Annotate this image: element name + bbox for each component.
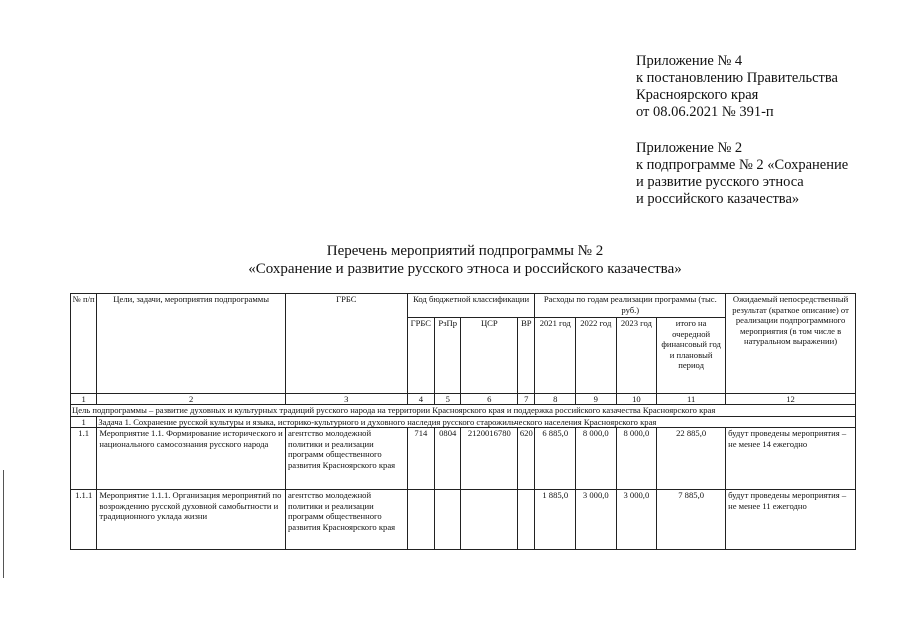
row-num: 1.1.1 [71, 490, 97, 550]
row-grbs-code: 714 [407, 428, 434, 490]
column-number-row [71, 394, 856, 405]
appendix-sub-line2: к подпрограмме № 2 «Сохранение [636, 157, 849, 173]
column-number: 2 [97, 394, 286, 405]
task-num: 1 [71, 416, 97, 428]
goal-row [71, 405, 856, 417]
appendix-main-block [636, 53, 838, 121]
column-number: 7 [518, 394, 535, 405]
header-total: итого на очередной финансовый год и плановый период [657, 318, 726, 394]
goal-text: Цель подпрограммы – развитие духовных и культурных традиций русского народа на территории Красноярского края и поддержка российского казачества Красноярского края [71, 405, 856, 417]
header-goals: Цели, задачи, мероприятия подпрограммы [97, 294, 286, 394]
appendix-main-line2: к постановлению Правительства [636, 70, 838, 86]
task-row [71, 416, 856, 428]
header-2021: 2021 год [535, 318, 576, 394]
row-grbs-name: агентство молодежной политики и реализации программ общественного развития Красноярского края [285, 428, 407, 490]
header-budget-code: Код бюджетной классификации [407, 294, 535, 318]
row-vr: 620 [518, 428, 535, 490]
appendix-sub-line1: Приложение № 2 [636, 140, 743, 156]
row-rzpr [435, 490, 461, 550]
row-result: будут проведены мероприятия – не менее 11 ежегодно [726, 490, 856, 550]
task-text: Задача 1. Сохранение русской культуры и языка, историко-культурного и духовного наследия русского старожильческого населения Красноярского края [97, 416, 856, 428]
header-rzpr: РзПр [435, 318, 461, 394]
row-csr: 2120016780 [461, 428, 518, 490]
appendix-sub-line4: и российского казачества» [636, 191, 800, 207]
row-grbs-name: агентство молодежной политики и реализации программ общественного развития Красноярского края [285, 490, 407, 550]
scan-artifact-line [3, 470, 4, 578]
row-measure-name: Мероприятие 1.1. Формирование исторического и национального самосознания русского народа [97, 428, 286, 490]
table-row [71, 490, 856, 550]
header-grbs-code: ГРБС [407, 318, 434, 394]
header-csr: ЦСР [461, 318, 518, 394]
document-title-line2: «Сохранение и развитие русского этноса и российского казачества» [248, 261, 682, 277]
appendix-main-line4: от 08.06.2021 № 391-п [636, 104, 774, 120]
column-number: 9 [576, 394, 617, 405]
table-row [71, 428, 856, 490]
appendix-main-line3: Красноярского края [636, 87, 759, 103]
row-num: 1.1 [71, 428, 97, 490]
column-number: 8 [535, 394, 576, 405]
appendix-sub-line3: и развитие русского этноса [636, 174, 804, 190]
row-total: 22 885,0 [657, 428, 726, 490]
row-rzpr: 0804 [435, 428, 461, 490]
row-csr [461, 490, 518, 550]
row-2021: 1 885,0 [535, 490, 576, 550]
header-grbs: ГРБС [285, 294, 407, 394]
header-2023: 2023 год [616, 318, 657, 394]
row-measure-name: Мероприятие 1.1.1. Организация мероприятий по возрождению русской духовной самобытности и традиционного уклада жизни [97, 490, 286, 550]
measures-table [70, 293, 856, 550]
header-2022: 2022 год [576, 318, 617, 394]
header-num: № п/п [71, 294, 97, 394]
column-number: 5 [435, 394, 461, 405]
header-vr: ВР [518, 318, 535, 394]
column-number: 1 [71, 394, 97, 405]
appendix-sub-block [636, 140, 848, 208]
header-expected-result: Ожидаемый непосредственный результат (краткое описание) от реализации подпрограммного мероприятия (в том числе в натуральном выражении) [726, 294, 856, 394]
row-2023: 3 000,0 [616, 490, 657, 550]
header-row-top [71, 294, 856, 318]
row-result: будут проведены мероприятия – не менее 14 ежегодно [726, 428, 856, 490]
column-number: 4 [407, 394, 434, 405]
row-2021: 6 885,0 [535, 428, 576, 490]
header-expenses: Расходы по годам реализации программы (тыс. руб.) [535, 294, 726, 318]
column-number: 12 [726, 394, 856, 405]
column-number: 6 [461, 394, 518, 405]
row-vr [518, 490, 535, 550]
column-number: 11 [657, 394, 726, 405]
row-2022: 3 000,0 [576, 490, 617, 550]
row-total: 7 885,0 [657, 490, 726, 550]
document-title-line1: Перечень мероприятий подпрограммы № 2 [326, 243, 604, 259]
row-2023: 8 000,0 [616, 428, 657, 490]
row-2022: 8 000,0 [576, 428, 617, 490]
appendix-main-line1: Приложение № 4 [636, 53, 743, 69]
column-number: 3 [285, 394, 407, 405]
column-number: 10 [616, 394, 657, 405]
row-grbs-code [407, 490, 434, 550]
